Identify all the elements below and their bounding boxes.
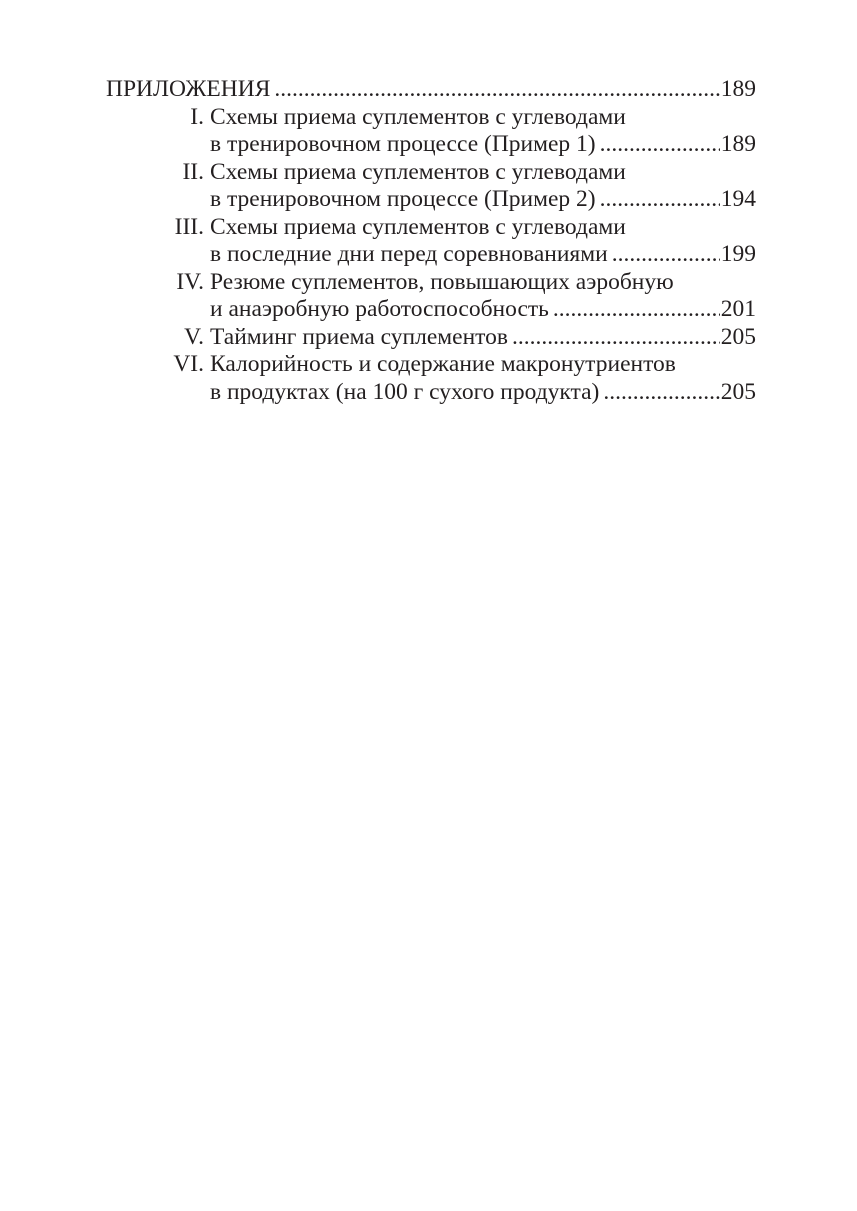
toc-entry-title-continued: в тренировочном процессе (Пример 2)	[210, 186, 596, 212]
toc-entry-page: 201	[720, 296, 756, 322]
toc-entry-4-line2	[106, 296, 756, 324]
toc-entry-4-line1	[106, 269, 756, 297]
toc-entry-page: 194	[720, 186, 756, 212]
toc-entry-title: Тайминг приема суплементов	[210, 323, 508, 350]
toc-entry-number: III.	[174, 213, 204, 240]
toc-entry-3-line1	[106, 214, 756, 242]
toc-entry-title-continued: в последние дни перед соревнованиями	[210, 241, 608, 267]
toc-entry-title-continued: и анаэробную работоспособность	[210, 296, 549, 322]
toc-entry-2-line2	[106, 186, 756, 214]
toc-heading-title: ПРИЛОЖЕНИЯ	[106, 76, 271, 102]
toc-entry-title-continued: в тренировочном процессе (Пример 1)	[210, 131, 596, 157]
dot-leader	[600, 186, 720, 214]
toc-entry-title-continued: в продуктах (на 100 г сухого продукта)	[210, 378, 600, 405]
dot-leader	[612, 241, 720, 269]
toc-entry-title: Схемы приема суплементов с углеводами	[210, 213, 626, 240]
toc-entry-1-line2	[106, 131, 756, 159]
dot-leader	[553, 296, 720, 324]
toc-entry-title: Схемы приема суплементов с углеводами	[210, 158, 626, 185]
toc-entry-title: Схемы приема суплементов с углеводами	[210, 103, 626, 130]
toc-heading-page: 189	[720, 76, 756, 102]
toc-entry-title: Калорийность и содержание макронутриентов	[210, 351, 676, 377]
toc-entry-number: V.	[184, 323, 204, 350]
toc-entry-3-line2	[106, 241, 756, 269]
toc-entry-title: Резюме суплементов, повышающих аэробную	[210, 268, 674, 295]
toc-entry-6-line1	[106, 351, 756, 379]
toc-entry-1-line1	[106, 104, 756, 132]
toc-entry-page: 199	[720, 241, 756, 267]
toc-entry-page: 205	[720, 378, 756, 405]
table-of-contents	[106, 76, 756, 406]
dot-leader	[274, 76, 719, 104]
toc-entry-2-line1	[106, 159, 756, 187]
toc-heading-row	[106, 76, 756, 104]
toc-entry-page: 205	[720, 323, 756, 350]
toc-entry-number: I.	[190, 103, 204, 130]
dot-leader	[512, 324, 720, 352]
toc-entry-number: IV.	[176, 268, 204, 295]
toc-entry-page: 189	[720, 131, 756, 157]
dot-leader	[603, 379, 719, 407]
toc-entry-number: II.	[182, 158, 204, 185]
toc-entry-5-line1	[106, 324, 756, 352]
dot-leader	[600, 131, 720, 159]
toc-entry-6-line2	[106, 379, 756, 407]
toc-entry-number: VI.	[173, 351, 204, 377]
